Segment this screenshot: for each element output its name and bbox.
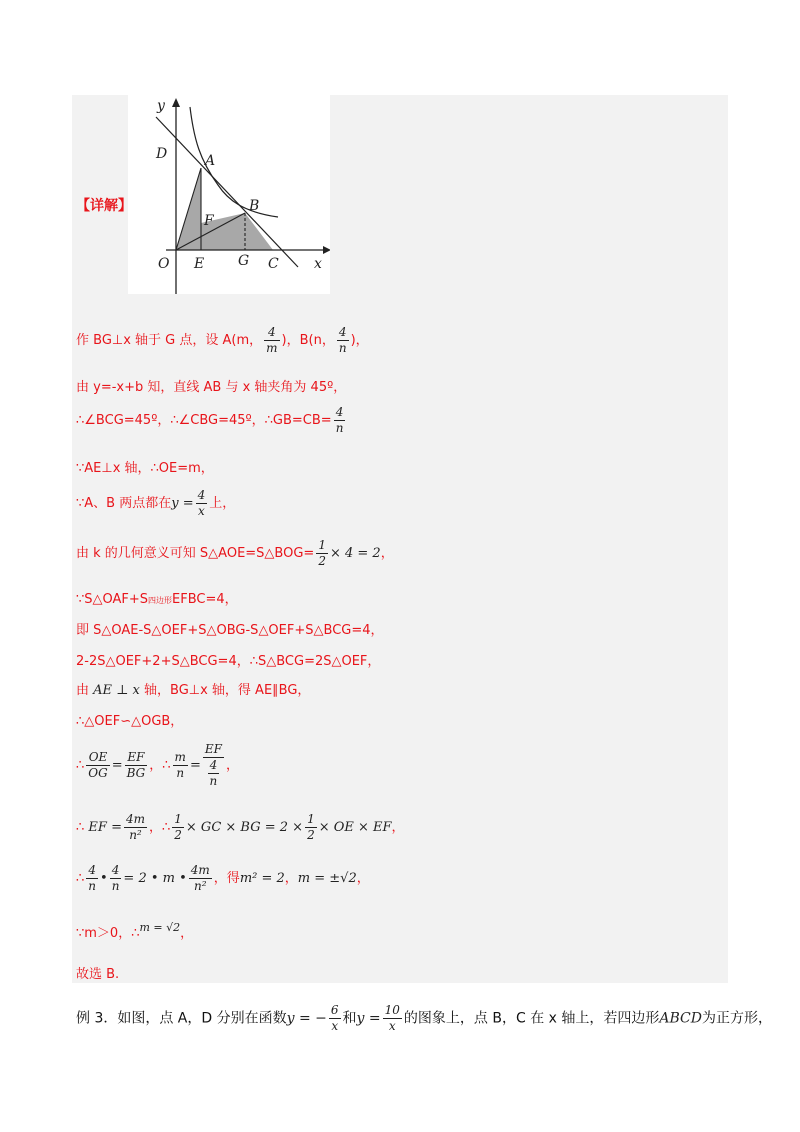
ex-text-d: 为正方形， — [702, 1010, 772, 1027]
label-e: E — [194, 256, 205, 272]
geometry-figure — [128, 95, 330, 294]
hyperbola-curve — [190, 107, 278, 217]
l3-frac-num: 4 — [335, 405, 344, 419]
l7-text-b: EFBC=4， — [172, 592, 238, 607]
ex-frac-1 — [329, 1003, 341, 1034]
l13-math-2: × GC × BG = 2 × — [185, 820, 304, 835]
ex-math-1: y = − — [286, 1010, 327, 1027]
l6-frac — [316, 538, 328, 569]
solution-line-15 — [76, 922, 193, 941]
solution-line-7 — [76, 588, 238, 607]
l12-frac-4 — [203, 742, 224, 789]
l1-text-b: )，B(n， — [281, 333, 335, 348]
solution-line-11: ∴△OEF∽△OGB， — [76, 714, 184, 729]
solution-line-1 — [76, 325, 369, 356]
l15-text-a: ∵m＞0，∴ — [76, 926, 140, 941]
solution-line-13 — [76, 812, 405, 843]
ex-text-c: 的图象上，点 B，C 在 x 轴上，若四边形 — [403, 1010, 660, 1027]
label-y: y — [157, 98, 165, 114]
l14-frac-1-den: n — [88, 879, 97, 893]
l12-eq-2: = — [189, 758, 201, 773]
l1-frac-1-den: m — [266, 341, 278, 355]
l12-frac-1-den: OG — [88, 766, 108, 780]
l15-text-b: ， — [180, 926, 194, 941]
l3-frac — [334, 405, 346, 436]
l1-frac-2 — [337, 325, 349, 356]
solution-line-9: 2-2S△OEF+2+S△BCG=4，∴S△BCG=2S△OEF， — [76, 654, 381, 669]
solution-line-12 — [76, 742, 239, 789]
y-axis-arrow — [172, 98, 180, 107]
l12-frac-2 — [125, 750, 148, 781]
l13-frac-1 — [124, 812, 147, 843]
l12-frac-4-inner-den: n — [209, 774, 218, 788]
l6-frac-num: 1 — [318, 538, 326, 552]
l5-frac-num: 4 — [197, 488, 206, 502]
l7-text-a: ∵S△OAF+S — [76, 592, 149, 607]
solution-line-5 — [76, 488, 235, 519]
l15-math: m = √2 — [139, 921, 181, 934]
l14-frac-2 — [110, 863, 122, 894]
solution-line-3 — [76, 405, 347, 436]
label-d: D — [156, 146, 168, 162]
ex-frac-1-num: 6 — [330, 1003, 339, 1017]
l1-frac-1 — [264, 325, 279, 356]
l14-text-a: ∴ — [76, 871, 85, 886]
solution-line-16: 故选 B. — [76, 967, 120, 982]
l14-math-4: m = ±√2 — [297, 871, 357, 886]
l14-frac-2-den: n — [111, 879, 120, 893]
l12-frac-1-num: OE — [88, 750, 108, 764]
l13-frac-3-num: 1 — [307, 812, 315, 826]
l14-math-3: m² = 2 — [239, 871, 285, 886]
l10-text-a: 由 — [76, 683, 90, 698]
ex-frac-2-num: 10 — [384, 1003, 400, 1017]
l12-frac-2-num: EF — [127, 750, 145, 764]
l14-text-d: ， — [356, 871, 370, 886]
l14-text-c: ， — [284, 871, 298, 886]
l12-text-c: ， — [225, 758, 239, 773]
l13-frac-1-den: n² — [124, 827, 147, 843]
l14-frac-1-num: 4 — [88, 863, 96, 877]
l5-text-b: 上， — [209, 496, 236, 511]
l5-text-a: ∵A、B 两点都在 — [76, 496, 172, 511]
l14-frac-3-num: 4m — [190, 863, 210, 877]
l13-frac-2 — [172, 812, 184, 843]
l12-frac-4-inner — [208, 758, 220, 789]
l12-frac-4-num: EF — [204, 742, 222, 756]
solution-line-4: ∵AE⊥x 轴，∴OE=m， — [76, 461, 214, 476]
ex-math-2: y = — [356, 1010, 381, 1027]
solution-line-2: 由 y=-x+b 知，直线 AB 与 x 轴夹角为 45º， — [76, 380, 347, 395]
l14-frac-3 — [189, 863, 212, 894]
l13-math-3: × OE × EF — [318, 820, 392, 835]
ex-frac-2-den: x — [383, 1018, 402, 1034]
solution-line-8: 即 S△OAE-S△OEF+S△OBG-S△OEF+S△BCG=4， — [76, 623, 384, 638]
label-x: x — [314, 256, 322, 272]
l13-frac-1-num: 4m — [125, 812, 145, 826]
label-a: A — [205, 153, 216, 169]
l12-frac-3 — [173, 750, 188, 781]
solution-heading: 【详解】 — [76, 198, 132, 214]
label-c: C — [268, 256, 279, 272]
l13-text-b: ，∴ — [148, 820, 171, 835]
ex-math-3: ABCD — [659, 1010, 702, 1027]
label-o: O — [158, 256, 170, 272]
l13-frac-2-den: 2 — [174, 828, 182, 842]
l12-frac-4-den — [203, 757, 224, 789]
l1-text-c: )， — [350, 333, 369, 348]
label-g: G — [238, 253, 250, 269]
l14-math-2: = 2 • m • — [123, 871, 187, 886]
solution-line-6 — [76, 538, 394, 569]
l12-frac-3-num: m — [174, 750, 186, 764]
l1-frac-1-num: 4 — [268, 325, 276, 339]
solution-line-10 — [76, 679, 310, 698]
l12-eq: = — [111, 758, 123, 773]
l13-text-c: ， — [391, 820, 405, 835]
l7-subscript: 四边形 — [148, 596, 173, 605]
ex-frac-2 — [383, 1003, 402, 1034]
l1-text-a: 作 BG⊥x 轴于 G 点，设 A(m， — [76, 333, 263, 348]
ex-frac-1-den: x — [329, 1018, 341, 1034]
l13-text-a: ∴ — [76, 820, 85, 835]
l12-frac-2-den: BG — [126, 766, 146, 780]
l13-math: EF = — [88, 820, 122, 835]
l13-frac-2-num: 1 — [174, 812, 182, 826]
l5-frac-den: x — [196, 503, 208, 519]
l14-frac-2-num: 4 — [111, 863, 120, 877]
l1-frac-2-num: 4 — [338, 325, 347, 339]
l12-text-b: ，∴ — [149, 758, 171, 773]
l6-frac-den: 2 — [318, 554, 326, 568]
ex-text-a: 例 3．如图，点 A，D 分别在函数 — [76, 1010, 287, 1027]
l14-frac-1 — [86, 863, 98, 894]
l12-frac-1 — [86, 750, 109, 781]
figure-svg — [128, 95, 330, 294]
l13-frac-3-den: 2 — [307, 828, 315, 842]
l12-frac-3-den: n — [173, 765, 188, 781]
l5-math: y = — [171, 496, 194, 511]
x-axis-arrow — [323, 246, 330, 254]
l3-frac-den: n — [335, 421, 344, 435]
l14-text-b: ，得 — [213, 871, 240, 886]
l13-frac-3 — [305, 812, 317, 843]
label-f: F — [204, 213, 214, 229]
l10-math: AE ⊥ x — [93, 683, 140, 698]
l6-math: × 4 = 2 — [329, 546, 381, 561]
example-3-question — [76, 1003, 772, 1034]
l12-text-a: ∴ — [76, 758, 85, 773]
l14-frac-3-den: n² — [189, 878, 212, 894]
solution-line-14 — [76, 863, 370, 894]
l6-text-a: 由 k 的几何意义可知 S△AOE=S△BOG= — [76, 546, 315, 561]
l14-math-1: • — [100, 871, 108, 886]
l6-text-b: ， — [380, 546, 394, 561]
l1-frac-2-den: n — [338, 341, 347, 355]
l10-text-b: 轴，BG⊥x 轴，得 AE∥BG， — [144, 683, 311, 698]
label-b: B — [249, 198, 260, 214]
l12-frac-4-inner-num: 4 — [209, 758, 218, 772]
l5-frac — [196, 488, 208, 519]
l3-text: ∴∠BCG=45º，∴∠CBG=45º，∴GB=CB= — [76, 413, 332, 428]
ex-text-b: 和 — [342, 1010, 357, 1027]
